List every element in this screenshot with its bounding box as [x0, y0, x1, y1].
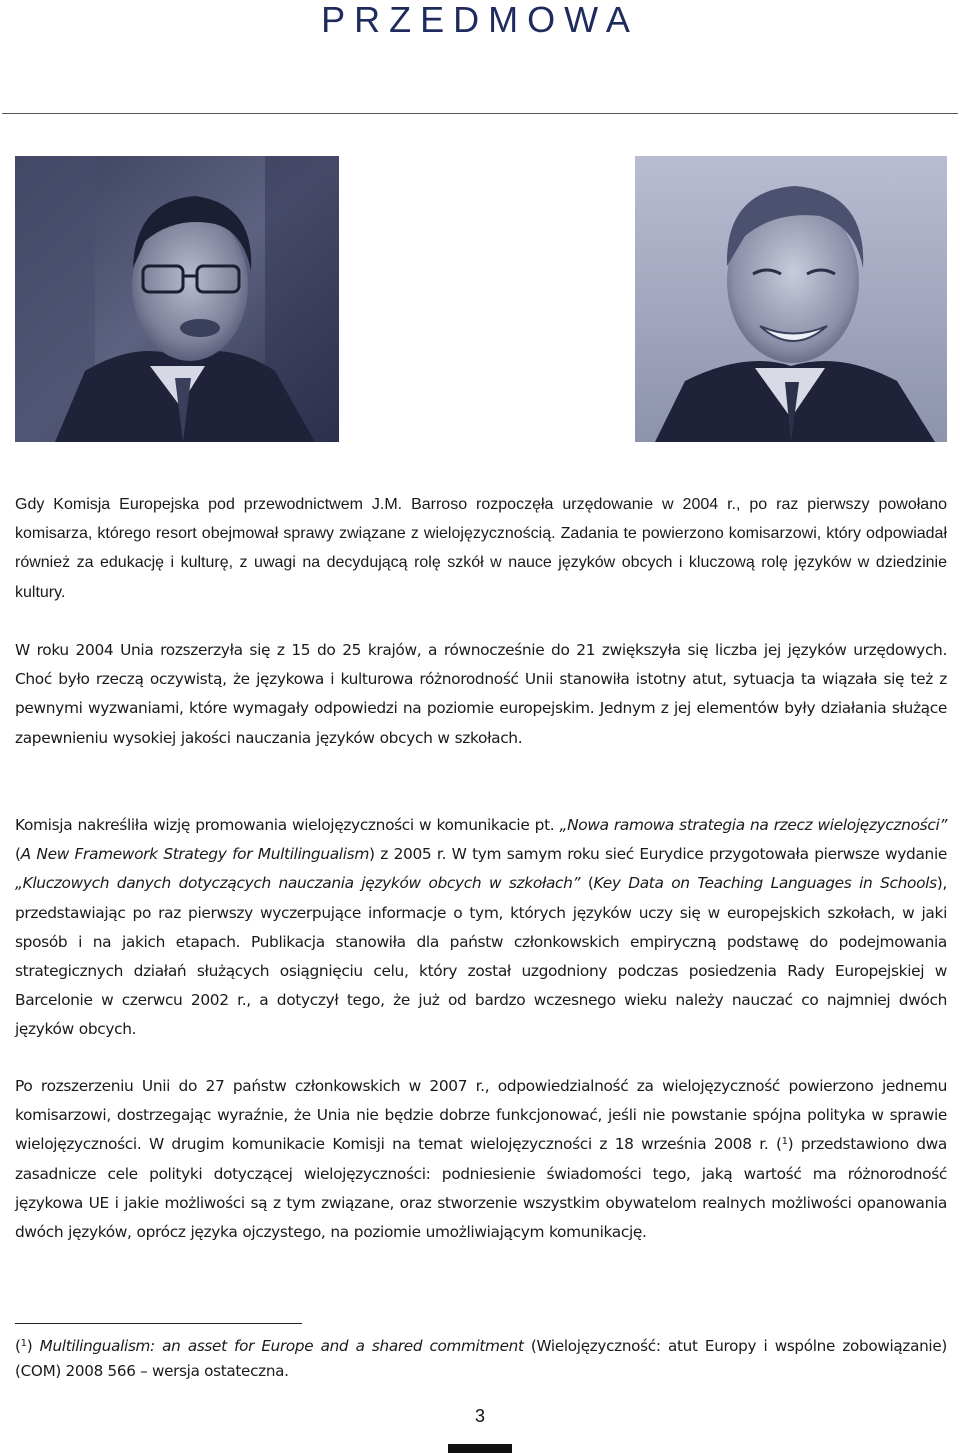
footnote: ($^1$) Multilingualism: an asset for Europe and a shared commitment (Wielojęzyczność: atut Europy i wspólne zobowiązanie) (COM) 2008 566 – wersja ostateczna.	[15, 1337, 947, 1380]
footnote-divider	[15, 1323, 302, 1324]
footnote-reference[interactable]: 1	[781, 1136, 788, 1148]
portrait-photo-right	[635, 156, 947, 442]
title-divider	[2, 113, 958, 114]
page-number-bar	[448, 1444, 512, 1453]
page-number: 3	[474, 1406, 485, 1426]
footnote-document-title: Multilingualism: an asset for Europe and a shared commitment	[39, 1337, 524, 1355]
paragraph-intro: Gdy Komisja Europejska pod przewodnictwem J.M. Barroso rozpoczęła urzędowanie w 2004 r., po raz pierwszy powołano komisarza, którego resort obejmował sprawy związane z wielojęzycznością. Zadania te powierzono komisarzowi, który odpowiadał również za edukację i kulturę, z uwagi na decydującą rolę szkół w nauce języków obcych i kluczową rolę języków w dziedzinie kultury.	[15, 496, 947, 601]
paragraph-framework-strategy: Komisja nakreśliła wizję promowania wielojęzyczności w komunikacie pt. „Nowa ramowa strategia na rzecz wielojęzyczności” (A New Framework Strategy for Multilingualism) z 2005 r. W tym samym roku sieć Eurydice przygotowała pierwsze wydanie „Kluczowych danych dotyczących nauczania języków obcych w szkołach” (Key Data on Teaching Languages in Schools), przedstawiając po raz pierwszy wyczerpujące informacje o tym, których języków uczy się w europejskich szkołach, w jaki sposób i na jakich etapach. Publikacja stanowiła dla państw członkowskich empiryczną podstawę do podejmowania strategicznych działań służących osiągnięciu celu, który został uzgodniony podczas posiedzenia Rady Europejskiej w Barcelonie w czerwcu 2002 r., a dotyczył tego, że już od bardzo wczesnego wieku należy nauczać co najmniej dwóch języków obcych.	[15, 816, 948, 1039]
paragraph-enlargement: W roku 2004 Unia rozszerzyła się z 15 do 25 krajów, a równocześnie do 21 zwiększyła się liczba jej języków urzędowych. Choć było rzeczą oczywistą, że językowa i kulturowa różnorodność Unii stanowiła istotny atut, sytuacja ta wiązała się też z pewnymi wyzwaniami, które wymagały odpowiedzi na poziomie europejskim. Jednym z jej elementów były działania służące zapewnieniu wysokiej jakości nauczania języków obcych w szkołach.	[15, 641, 947, 747]
portrait-photo-left	[15, 156, 339, 442]
page-title: PRZEDMOWA	[321, 0, 639, 40]
paragraph-policy-goals: Po rozszerzeniu Unii do 27 państw członkowskich w 2007 r., odpowiedzialność za wielojęzyczność powierzono jednemu komisarzowi, dostrzegając wyraźnie, że Unia nie będzie dobrze funkcjonować, jeśli nie powstanie spójna polityka w sprawie wielojęzyczności. W drugim komunikacie Komisji na temat wielojęzyczności z 18 września 2008 r. ($^1$) przedstawiono dwa zasadnicze cele polityki dotyczącej wielojęzyczności: podniesienie świadomości tego, jaką wartość ma różnorodność językowa UE i jakie możliwości są z tym związane, oraz stworzenie wszystkim obywatelom realnych możliwości opanowania dwóch języków, oprócz języka ojczystego, na poziomie umożliwiającym komunikację.	[15, 1077, 947, 1242]
